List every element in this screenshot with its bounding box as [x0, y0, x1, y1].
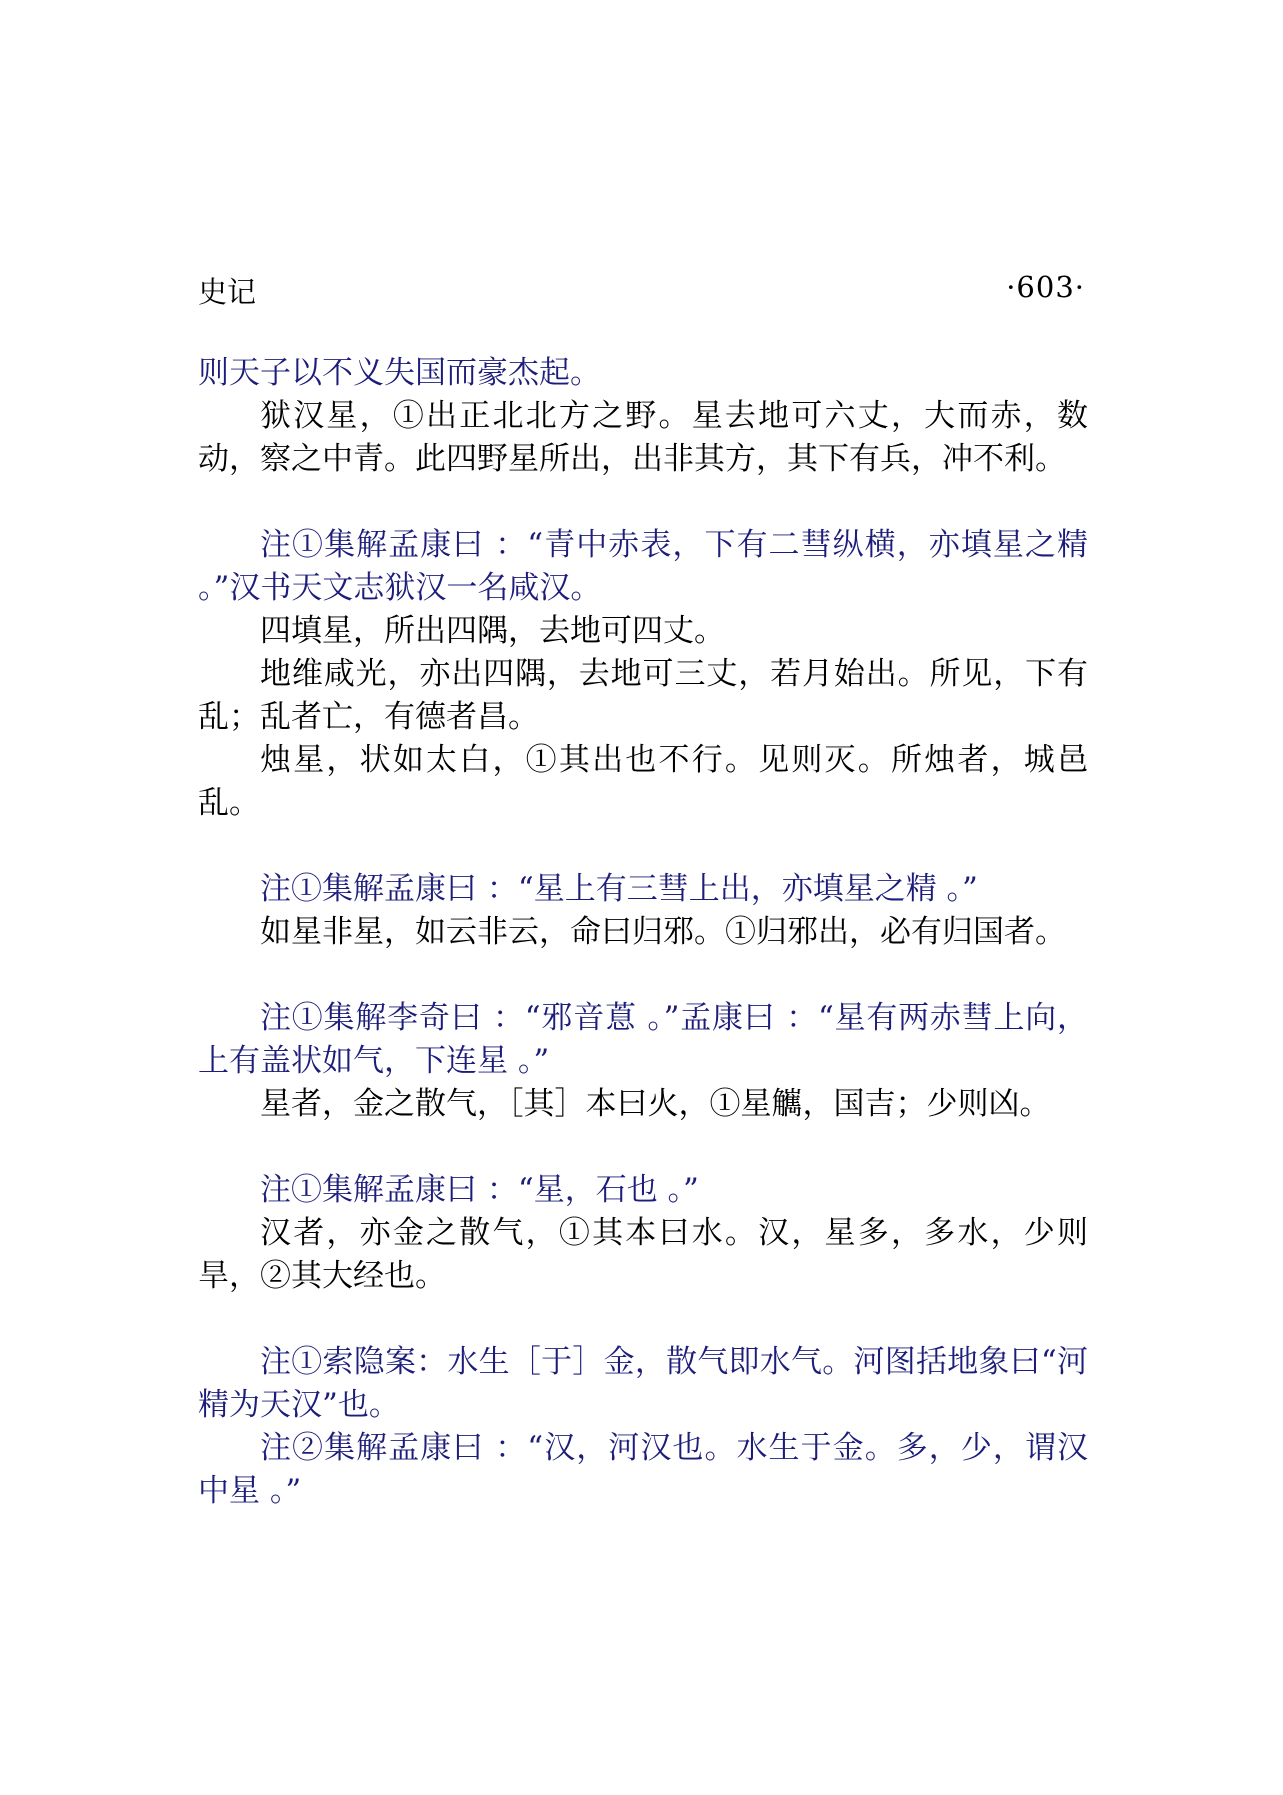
book-title: 史记 [198, 275, 257, 309]
text-paragraph: 如星非星，如云非云，命曰归邪。①归邪出，必有归国者。 [260, 914, 1066, 950]
annotation-paragraph: 注②集解孟康曰 ：“汉，河汉也。水生于金。多，少，谓汉中星 。” [198, 1430, 1088, 1509]
annotation-paragraph: 注①集解李奇曰 ：“邪音蒠 。”孟康曰 ：“星有两赤彗上向，上有盖状如气，下连星 。” [198, 1000, 1088, 1079]
annotation-paragraph: 注①集解孟康曰 ：“星上有三彗上出，亦填星之精 。” [260, 871, 978, 907]
annotation-paragraph: 注①集解孟康曰 ：“青中赤表，下有二彗纵横，亦填星之精 。”汉书天文志狱汉一名咸汉。 [198, 527, 1088, 606]
annotation-paragraph: 注①集解孟康曰 ：“星，石也 。” [260, 1172, 699, 1208]
annotation-paragraph: 注①索隐案：水生［于］金，散气即水气。河图括地象曰“河精为天汉”也。 [198, 1344, 1088, 1423]
annotation-paragraph: 则天子以不义失国而豪杰起。 [198, 355, 601, 391]
text-paragraph: 狱汉星，①出正北北方之野。星去地可六丈，大而赤，数动，察之中青。此四野星所出，出非其方，其下有兵，冲不利。 [198, 398, 1088, 477]
text-paragraph: 汉者，亦金之散气，①其本曰水。汉，星多，多水，少则旱，②其大经也。 [198, 1215, 1088, 1294]
text-paragraph: 星者，金之散气，［其］本曰火，①星觽，国吉；少则凶。 [260, 1086, 1051, 1122]
page-header [198, 270, 1085, 309]
text-paragraph: 地维咸光，亦出四隅，去地可三丈，若月始出。所见，下有乱；乱者亡，有德者昌。 [198, 656, 1088, 735]
page-number: ·603· [1006, 270, 1085, 304]
text-paragraph: 烛星，状如太白，①其出也不行。见则灭。所烛者，城邑乱。 [198, 742, 1088, 821]
text-paragraph: 四填星，所出四隅，去地可四丈。 [260, 613, 725, 649]
text-body [198, 352, 1088, 1513]
